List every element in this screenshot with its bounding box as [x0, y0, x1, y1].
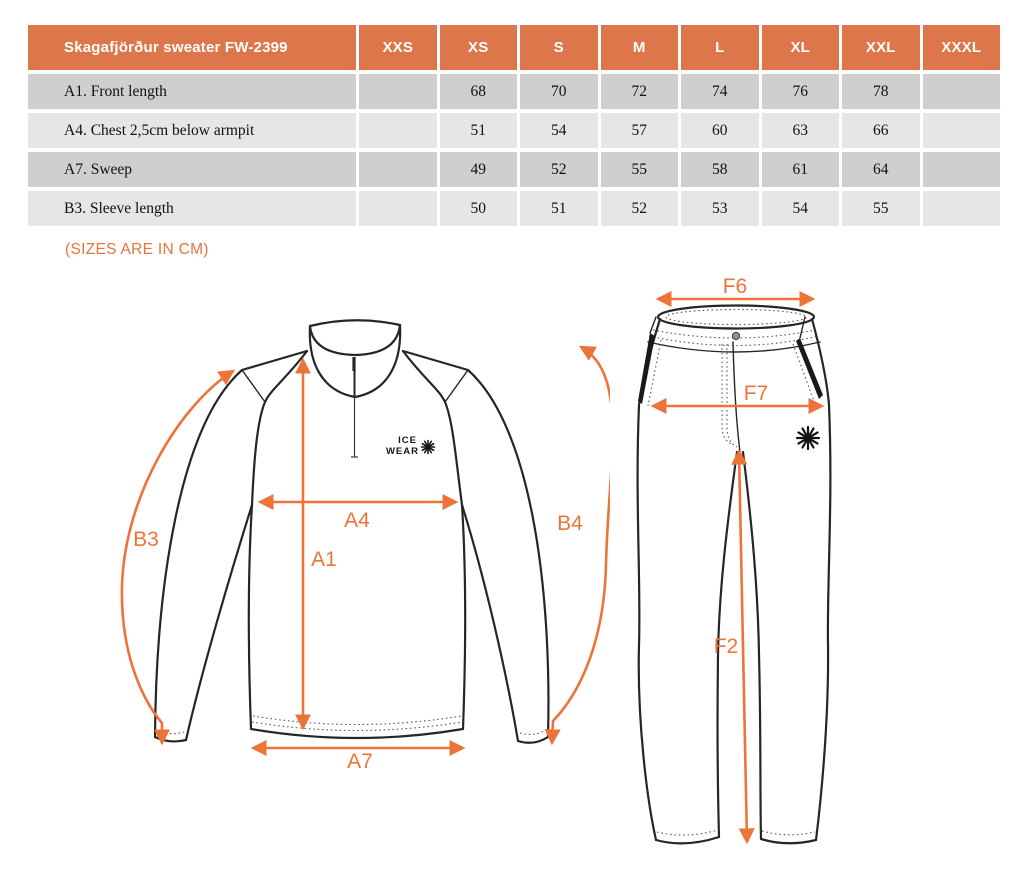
size-cell: 53 — [681, 191, 759, 226]
measure-label-f7: F7 — [743, 382, 769, 405]
right-sleeve-inner — [462, 505, 518, 741]
sweater-measure-arrows — [122, 347, 610, 773]
logo-line2: WEAR — [385, 446, 419, 457]
measure-label-f2: F2 — [713, 635, 739, 658]
size-cell: 72 — [601, 74, 679, 109]
left-sleeve-outer — [155, 370, 242, 737]
size-cell: 49 — [440, 152, 518, 187]
measure-label-a7: A7 — [347, 750, 373, 773]
col-header-xxxl: XXXL — [923, 25, 1001, 70]
left-leg-cuff — [656, 837, 719, 843]
size-cell: 55 — [601, 152, 679, 187]
size-cell — [923, 152, 1001, 187]
col-header-xxs: XXS — [359, 25, 437, 70]
size-cell: 57 — [601, 113, 679, 148]
collar-left — [310, 326, 355, 397]
size-cell: 52 — [601, 191, 679, 226]
table-title: Skagafjörður sweater FW-2399 — [28, 25, 356, 70]
row-label-a1: A1. Front length — [28, 74, 356, 109]
size-cell — [359, 74, 437, 109]
measure-label-b3: B3 — [133, 528, 159, 551]
measure-arrow-f2 — [739, 451, 747, 842]
size-cell: 61 — [762, 152, 840, 187]
left-pocket-top — [650, 317, 656, 333]
size-cell: 50 — [440, 191, 518, 226]
size-cell: 54 — [762, 191, 840, 226]
size-cell: 54 — [520, 113, 598, 148]
size-cell: 60 — [681, 113, 759, 148]
col-header-m: M — [601, 25, 679, 70]
col-header-xxl: XXL — [842, 25, 920, 70]
pants-outline — [638, 306, 831, 844]
right-leg-cuff — [761, 839, 816, 843]
size-cell: 55 — [842, 191, 920, 226]
size-cell: 70 — [520, 74, 598, 109]
size-cell: 64 — [842, 152, 920, 187]
col-header-xl: XL — [762, 25, 840, 70]
measure-label-f6: F6 — [722, 275, 748, 298]
left-shoulder-seam — [242, 351, 307, 370]
pants-diagram — [615, 270, 1025, 885]
left-sleeve-inner — [186, 505, 252, 740]
size-cell: 58 — [681, 152, 759, 187]
size-cell — [359, 191, 437, 226]
measure-label-b4: B4 — [557, 512, 583, 535]
size-cell: 68 — [440, 74, 518, 109]
zipper — [351, 357, 358, 457]
size-cell: 78 — [842, 74, 920, 109]
right-cuff — [518, 737, 548, 743]
measure-arrow-b4 — [552, 347, 610, 743]
size-cell — [359, 113, 437, 148]
measure-label-a4: A4 — [344, 509, 370, 532]
col-header-xs: XS — [440, 25, 518, 70]
sizes-unit-note: (SIZES ARE IN CM) — [65, 241, 209, 258]
size-cell — [923, 191, 1001, 226]
right-raglan-seam — [403, 351, 462, 505]
hem — [251, 729, 463, 738]
left-raglan-corner — [242, 370, 265, 402]
row-label-b3: B3. Sleeve length — [28, 191, 356, 226]
col-header-s: S — [520, 25, 598, 70]
brand-logo — [386, 435, 435, 457]
right-pocket-top — [800, 317, 805, 338]
sweater-diagram — [110, 285, 610, 815]
size-cell: 63 — [762, 113, 840, 148]
collar-opening — [310, 320, 400, 355]
size-cell: 52 — [520, 152, 598, 187]
collar-right — [355, 325, 400, 397]
pants-measure-arrows — [653, 275, 822, 842]
size-cell: 74 — [681, 74, 759, 109]
waist-button — [732, 332, 739, 339]
size-table — [28, 25, 1000, 226]
measure-arrow-b3 — [122, 371, 233, 743]
size-cell: 51 — [520, 191, 598, 226]
left-pocket — [638, 333, 655, 404]
size-cell — [923, 113, 1001, 148]
size-cell: 76 — [762, 74, 840, 109]
right-sleeve-outer — [468, 370, 548, 737]
left-cuff — [155, 737, 186, 741]
col-header-l: L — [681, 25, 759, 70]
left-raglan-seam — [252, 351, 307, 505]
row-label-a7: A7. Sweep — [28, 152, 356, 187]
right-shoulder-seam — [403, 351, 468, 370]
right-raglan-corner — [445, 370, 468, 402]
size-cell: 51 — [440, 113, 518, 148]
body-left — [249, 505, 252, 729]
logo-line1: ICE — [398, 435, 417, 446]
size-cell — [359, 152, 437, 187]
size-cell — [923, 74, 1001, 109]
row-label-a4: A4. Chest 2,5cm below armpit — [28, 113, 356, 148]
snowflake-icon — [797, 427, 819, 449]
size-cell: 66 — [842, 113, 920, 148]
snowflake-icon — [422, 441, 435, 454]
center-front-seam — [733, 342, 740, 452]
right-outseam — [812, 319, 830, 840]
body-right — [462, 505, 465, 729]
waistband-bottom — [648, 342, 820, 352]
measure-label-a1: A1 — [311, 548, 337, 571]
